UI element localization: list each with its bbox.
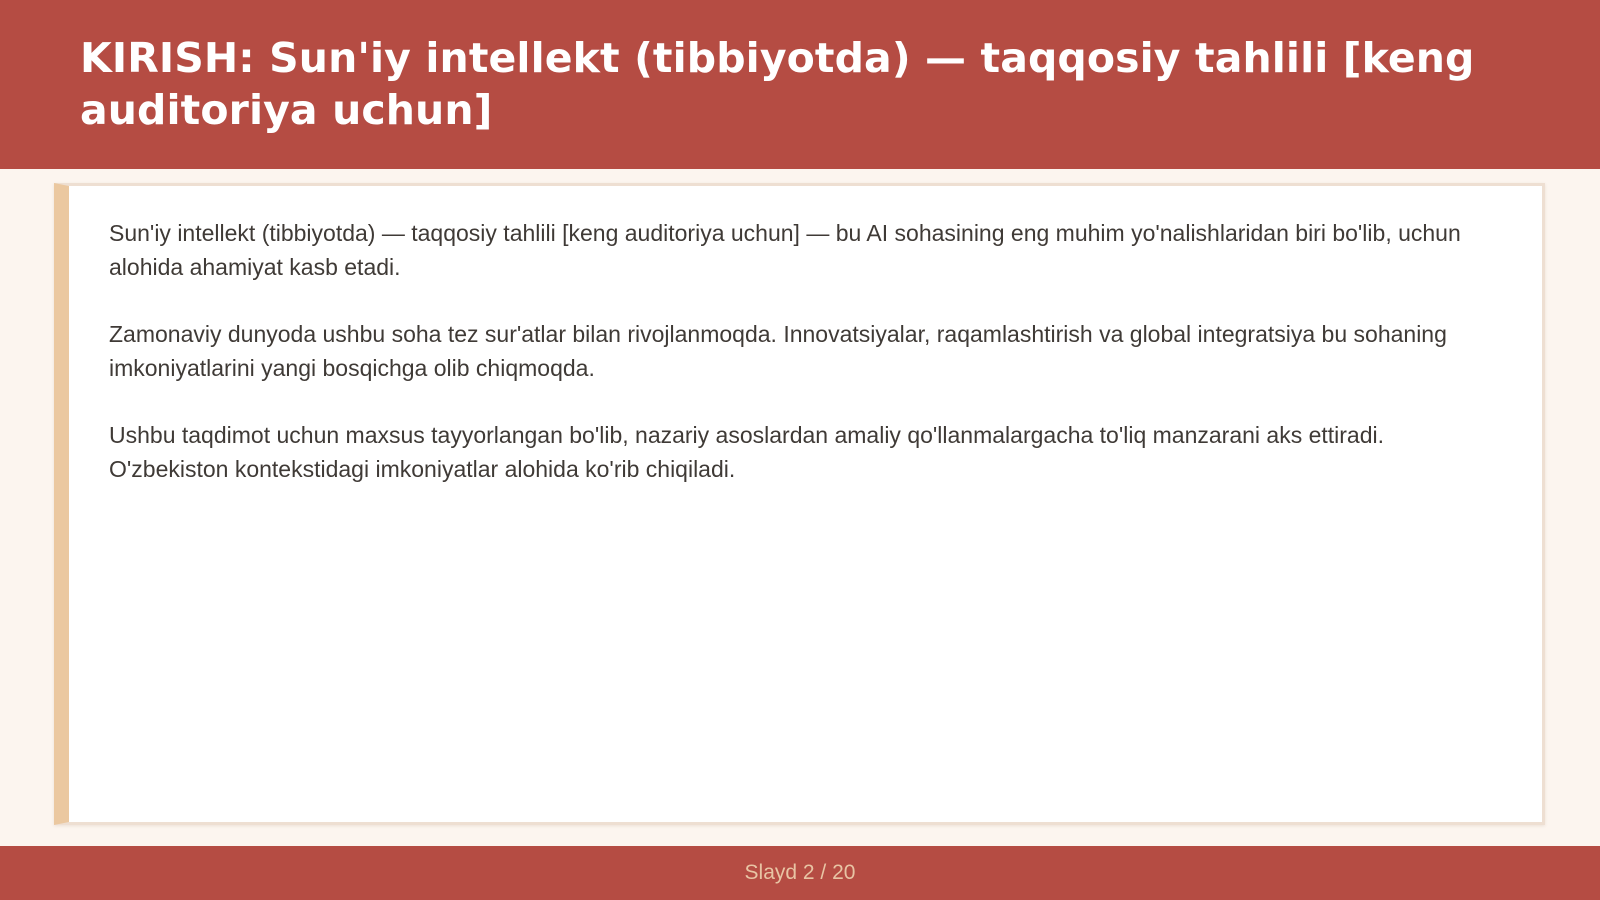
content-paragraph-presentation-scope: Ushbu taqdimot uchun maxsus tayyorlangan bo'lib, nazariy asoslardan amaliy qo'llanmalargacha to'liq manzarani aks ettiradi. O'zbekiston kontekstidagi imkoniyatlar alohida ko'rib chiqiladi.	[109, 422, 1385, 482]
content-card	[54, 183, 1545, 825]
slide-header	[0, 0, 1600, 169]
slide-number: Slayd 2 / 20	[744, 861, 856, 884]
slide-footer	[0, 846, 1600, 900]
content-paragraph-intro: Sun'iy intellekt (tibbiyotda) — taqqosiy tahlili [keng auditoriya uchun] — bu AI sohasining eng muhim yo'nalishlaridan biri bo'lib, uchun alohida ahamiyat kasb etadi.	[109, 220, 1461, 280]
content-paragraph-modern-world: Zamonaviy dunyoda ushbu soha tez sur'atlar bilan rivojlanmoqda. Innovatsiyalar, raqamlashtirish va global integratsiya bu sohaning imkoniyatlarini yangi bosqichga olib chiqmoqda.	[109, 321, 1447, 381]
slide-title: KIRISH: Sun'iy intellekt (tibbiyotda) — taqqosiy tahlili [keng auditoriya uchun]	[80, 34, 1475, 134]
